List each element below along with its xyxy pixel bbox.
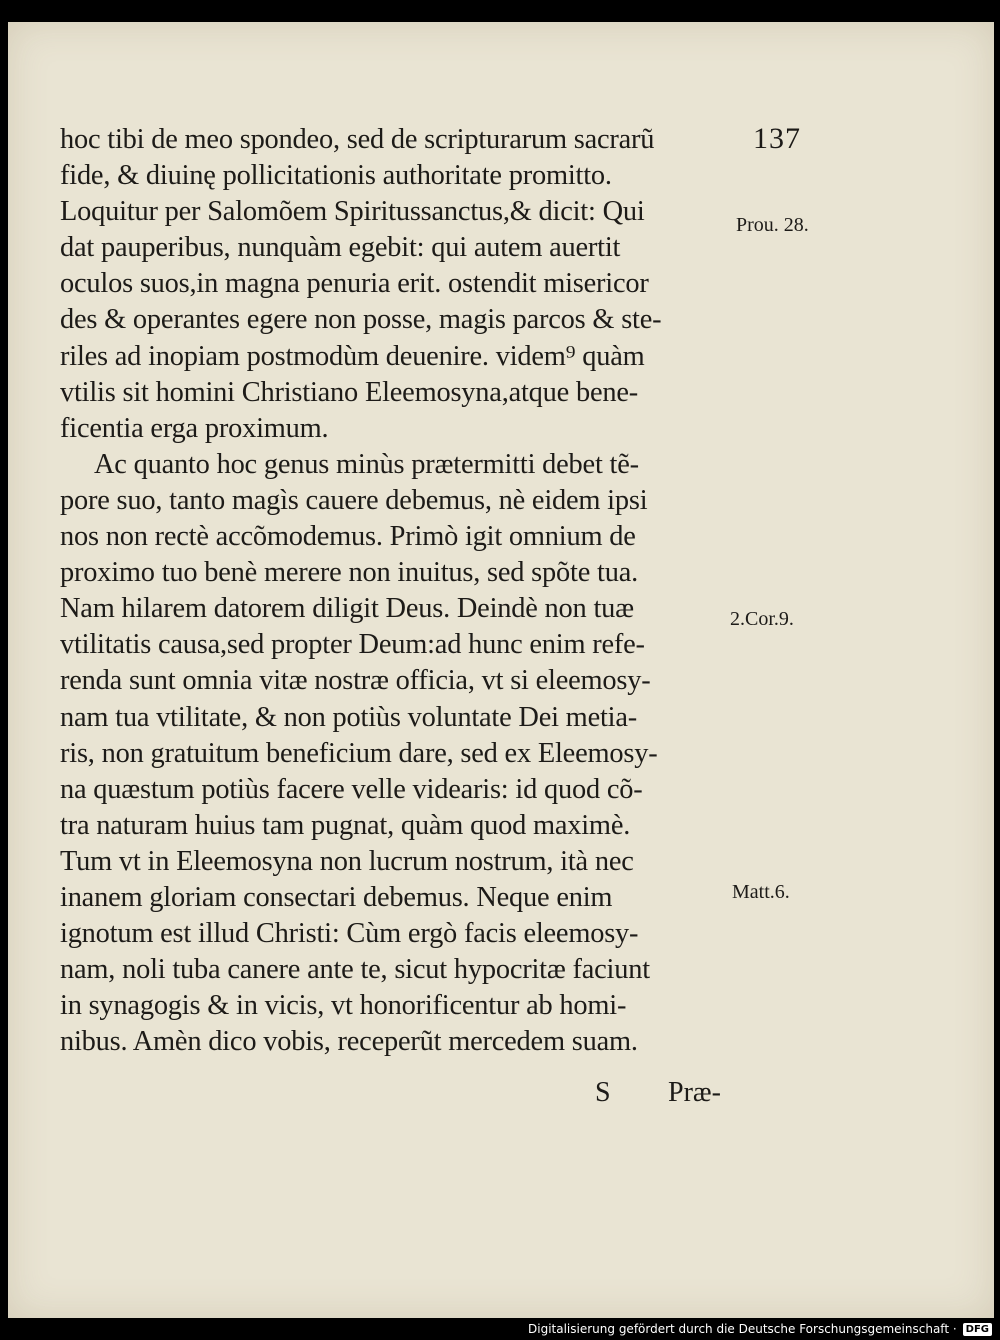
- text-line: oculos suos,in magna penuria erit. ostendit misericor: [60, 268, 649, 300]
- text-line: nibus. Amèn dico vobis, receperũt mercedem suam.: [60, 1026, 638, 1058]
- margin-note-corinthians: 2.Cor.9.: [730, 608, 794, 630]
- page-footer: [8, 1077, 994, 1117]
- text-line: vtilis sit homini Christiano Eleemosyna,atque bene-: [60, 376, 639, 408]
- catchword: Præ-: [668, 1077, 721, 1108]
- text-line: nos non rectè accõmodemus. Primò igit omnium de: [60, 521, 636, 553]
- text-line: ficentia erga proximum.: [60, 412, 329, 444]
- text-line: vtilitatis causa,sed propter Deum:ad hunc enim refe-: [60, 629, 645, 661]
- text-line: ignotum est illud Christi: Cùm ergò facis eleemosy-: [60, 918, 639, 950]
- margin-note-matthew: Matt.6.: [732, 881, 790, 903]
- text-line: hoc tibi de meo spondeo, sed de scripturarum sacrarũ: [60, 124, 655, 155]
- text-line: renda sunt omnia vitæ nostræ officia, vt si eleemosy-: [60, 665, 651, 697]
- text-line: dat pauperibus, nunquàm egebit: qui autem auertit: [60, 232, 621, 264]
- text-line: na quæstum potiùs facere velle videaris: id quod cõ-: [60, 773, 643, 805]
- margin-note-proverbs: Prou. 28.: [736, 214, 809, 236]
- page-number: 137: [753, 122, 801, 155]
- text-line: in synagogis & in vicis, vt honorificentur ab homi-: [60, 990, 627, 1022]
- funding-credit-text: Digitalisierung gefördert durch die Deutsche Forschungsgemeinschaft ·: [528, 1322, 957, 1336]
- text-line: Loquitur per Salomõem Spiritussanctus,& dicit: Qui: [60, 196, 645, 228]
- body-text: [60, 122, 740, 1060]
- book-page: [8, 22, 994, 1318]
- text-line: riles ad inopiam postmodùm deuenire. videm⁹ quàm: [60, 340, 645, 372]
- text-line: Nam hilarem datorem diligit Deus. Deindè non tuæ: [60, 593, 634, 625]
- text-line: nam, noli tuba canere ante te, sicut hypocritæ faciunt: [60, 954, 650, 986]
- dfg-logo[interactable]: DFG: [963, 1323, 992, 1336]
- text-line: ris, non gratuitum beneficium dare, sed ex Eleemosy-: [60, 737, 658, 769]
- text-line: pore suo, tanto magìs cauere debemus, nè eidem ipsi: [60, 484, 648, 516]
- text-line: nam tua vtilitate, & non potiùs voluntate Dei metia-: [60, 701, 638, 733]
- text-line: fide, & diuinę pollicitationis authoritate promitto.: [60, 160, 612, 192]
- text-line: Tum vt in Eleemosyna non lucrum nostrum, ità nec: [60, 845, 634, 877]
- text-line: Ac quanto hoc genus minùs prætermitti debet tẽ-: [94, 448, 639, 480]
- funding-credit-bar: [528, 1320, 992, 1338]
- text-line: des & operantes egere non posse, magis parcos & ste-: [60, 304, 662, 336]
- text-line: tra naturam huius tam pugnat, quàm quod maximè.: [60, 809, 631, 841]
- text-line: inanem gloriam consectari debemus. Neque enim: [60, 881, 613, 913]
- signature-mark: S: [595, 1077, 611, 1108]
- text-line: proximo tuo benè merere non inuitus, sed spõte tua.: [60, 557, 638, 589]
